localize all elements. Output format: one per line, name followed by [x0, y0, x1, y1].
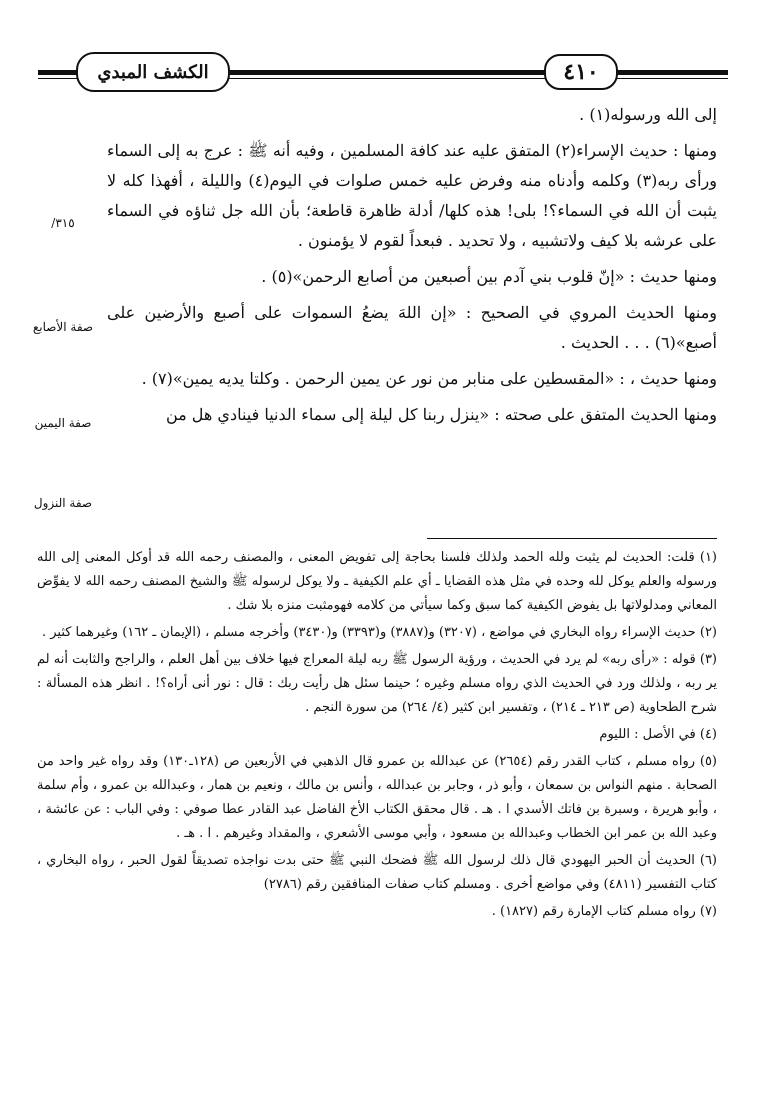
margin-note-ref: ٣١٥/ [51, 216, 75, 230]
main-text [107, 100, 717, 436]
footnote: (١) قلت: الحديث لم يثبت ولله الحمد ولذلك فلسنا بحاجة إلى تفويض المعنى ، والمصنف رحمه الله قد أوكل المعنى إلى الله ورسوله والعلم يوكل لله وحده في مثل هذه القضايا ـ أي علم الكيفية ـ ولا يوكل لرسوله ﷺ والشيخ المصنف رحمه الله لا يفوِّض المعاني ومدلولاتها بل يفوض الكيفية كما سبق وكما سيأتي من كلامه فهومثبت منزه بلا شك . [37, 550, 717, 613]
footnote: (٦) الحديث أن الحبر اليهودي قال ذلك لرسول الله ﷺ فضحك النبي ﷺ حتى بدت نواجذه تصديقاً لقول الحبر ، رواه البخاري ، كتاب التفسير (٤٨١١) وفي مواضع أخرى . ومسلم كتاب صفات المنافقين رقم (٢٧٨٦) [37, 853, 717, 892]
margin-note-right-hand: صفة اليمين [34, 416, 92, 430]
paragraph: ومنها الحديث المروي في الصحيح : «إن اللهَ يضعُ السموات على أصبع والأرضين على أصبع»(٦) . . . الحديث . [107, 303, 717, 352]
footnote: (٤) في الأصل : الليوم [599, 727, 717, 742]
footnote: (٥) رواه مسلم ، كتاب القدر رقم (٢٦٥٤) عن عبدالله بن عمرو قال الذهبي في الأربعين ص (١٢٨ـ١٣٠) وقد رواه غير واحد من الصحابة . منهم النواس بن سمعان ، وأبو ذر ، وجابر بن عبدالله ، وأنس بن مالك ، ونعيم بن همار ، وعبدالله بن عمرو ، وأم سلمة ، وأبو هريرة ، وسبرة بن فاتك الأسدي ا . هـ . قال محقق الكتاب الأخ الفاضل عبد القادر عطا صوفي : وفي الباب : عن عائشة ، وعبد الله بن عمر ابن الخطاب وعبدالله بن مسعود ، وأبي موسى الأشعري ، والمقداد وغيرهم . ا . هـ . [37, 754, 717, 841]
footnote: (٧) رواه مسلم كتاب الإمارة رقم (١٨٢٧) . [491, 904, 717, 919]
paragraph: ومنها : حديث الإسراء(٢) المتفق عليه عند كافة المسلمين ، وفيه أنه ﷺ : عرج به إلى السماء ورأى ربه(٣) وكلمه وأدناه منه وفرض عليه خمس صلوات في اليوم(٤) والليلة ، أفهذا كله لا يثبت أن الله في السماء؟! بلى! هذه كلها/ أدلة ظاهرة قاطعة؛ بأن الله جل ثناؤه في السماء على عرشه بلا كيف ولاتشبيه ، ولا تحديد . فبعداً لقوم لا يؤمنون . [107, 141, 717, 250]
paragraph: ومنها حديث : «إنّ قلوب بني آدم بين أصبعين من أصابع الرحمن»(٥) . [261, 267, 717, 286]
footnote: (٣) قوله : «رأى ربه» لم يرد في الحديث ، ورؤية الرسول ﷺ ربه ليلة المعراج فيها خلاف بين أهل العلم ، والراجح والثابت أنه لم ير ربه ، ولذلك ورد في الحديث الذي رواه مسلم وغيره ؛ حينما سئل هل رأيت ربك : قال : نور أنى أراه؟! . انظر هذه المسألة : شرح الطحاوية (ص ٢١٣ ـ ٢١٤) ، وتفسير ابن كثير (٤/ ٢٦٤) من سورة النجم . [37, 652, 717, 715]
book-title: الكشف المبدي [76, 52, 230, 92]
paragraph: إلى الله ورسوله(١) . [579, 105, 717, 124]
margin-note-fingers: صفة الأصابع [32, 320, 94, 334]
paragraph: ومنها حديث ، : «المقسطين على منابر من نور عن يمين الرحمن . وكلتا يديه يمين»(٧) . [141, 369, 717, 388]
footnote-separator [427, 538, 717, 539]
footnotes [37, 546, 717, 927]
page-number: ٤١٠ [544, 54, 618, 90]
footnote: (٢) حديث الإسراء رواه البخاري في مواضع ، (٣٢٠٧) و(٣٨٨٧) و(٣٣٩٣) و(٣٤٣٠) وأخرجه مسلم ، (الإيمان ـ ١٦٢) وغيرهما كثير . [41, 625, 717, 640]
page-header [38, 52, 728, 92]
paragraph: ومنها الحديث المتفق على صحته : «ينزل ربنا كل ليلة إلى سماء الدنيا فينادي هل من [165, 405, 717, 424]
margin-note-descent: صفة النزول [33, 496, 93, 510]
